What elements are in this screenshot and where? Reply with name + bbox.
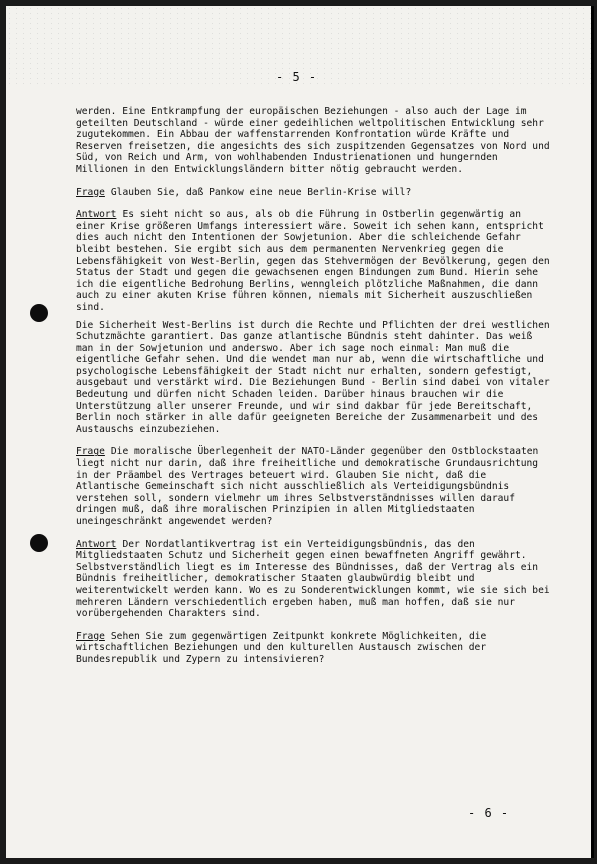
question-text: Sehen Sie zum gegenwärtigen Zeitpunkt konkrete Möglichkeiten, die wirtschaftlichen Beziehungen und den kulturellen Austausch zwischen der Bundesrepublik und Zypern zu intensivieren? bbox=[76, 630, 487, 665]
answer-text: Es sieht nicht so aus, als ob die Führung in Ostberlin gegenwärtig an einer Krise größeren Umfangs interessiert wäre. Soweit ich sehen kann, entspricht dies auch nicht den Intentionen der Sowjetunion. Aber die schleichende Gefahr bleibt bestehen. Sie ergibt sich aus dem permanenten Nervenkrieg gegen die Lebensfähigkeit von West-Berlin, gegen das Stehvermögen der Bevölkerung, gegen den Status der Stadt und gegen die gewachsenen engen Bindungen zum Bund. Hierin sehe ich die eigentliche Bedrohung Berlins, wenngleich plötzliche Maßnahmen, die dann auch zu einer akuten Krise führen können, niemals mit Sicherheit auszuschließen sind. bbox=[76, 209, 550, 313]
answer-text: Der Nordatlantikvertrag ist ein Verteidigungsbündnis, das den Mitgliedstaaten Schutz und Sicherheit gegen einen bewaffneten Angriff gewährt. Selbstverständlich liegt es im Interesse des Bündnisses, daß der Vertrag als ein Bündnis freiheitlicher, demokratischer Staaten glaubwürdig bleibt und weiterentwickelt werden kann. Wo es zu Sonderentwicklungen kommt, wie sie sich bei mehreren Ländern verschiedentlich ergeben haben, muß man hoffen, daß sie nur vorübergehenden Charakters sind. bbox=[76, 538, 550, 620]
answer-label: Antwort bbox=[76, 209, 117, 221]
question-label: Frage bbox=[76, 446, 105, 458]
page-number: - 5 - bbox=[276, 70, 318, 84]
question-3 bbox=[76, 631, 552, 666]
question-1 bbox=[76, 187, 552, 199]
question-2 bbox=[76, 446, 552, 527]
answer-2 bbox=[76, 539, 552, 620]
paragraph-intro: werden. Eine Entkrampfung der europäischen Beziehungen - also auch der Lage im geteilten Deutschland - würde einer gedeihlichen weltpolitischen Entwicklung sehr zugutekommen. Ein Abbau der waffenstarrenden Konfrontation würde Kräfte und Reserven freisetzen, die angesichts des sich zuspitzenden Gegensatzes von Nord und Süd, von Reich und Arm, von wohlhabenden Industrienationen und hungernden Millionen in den Entwicklungsländern bitter nötig gebraucht werden. bbox=[76, 106, 550, 175]
question-label: Frage bbox=[76, 186, 105, 198]
answer-label: Antwort bbox=[76, 538, 117, 550]
question-text: Glauben Sie, daß Pankow eine neue Berlin-Krise will? bbox=[110, 186, 412, 198]
next-page-marker: - 6 - bbox=[468, 806, 510, 820]
document-body bbox=[76, 106, 552, 677]
question-text: Die moralische Überlegenheit der NATO-Länder gegenüber den Ostblockstaaten liegt nicht nur darin, daß ihre freiheitliche und demokratische Grundausrichtung in der Präambel des Vertrages beteuert wird. Glauben Sie nicht, daß die Atlantische Gemeinschaft sich nicht ausschließlich als Verteidigungsbündnis verstehen soll, sondern vielmehr um ihres Selbstverständnisses willen darauf dringen muß, daß ihre moralischen Prinzipien in allen Mitgliedstaaten uneingeschränkt angewendet werden? bbox=[76, 446, 539, 527]
punch-hole bbox=[30, 304, 48, 322]
answer-1 bbox=[76, 209, 552, 313]
question-label: Frage bbox=[76, 630, 105, 642]
answer-1-continued: Die Sicherheit West-Berlins ist durch die Rechte und Pflichten der drei westlichen Schutzmächte garantiert. Das ganze atlantische Bündnis steht dahinter. Das weiß man in der Sowjetunion und anderswo. Aber ich sage noch einmal: Man muß die eigentliche Gefahr sehen. Und die wendet man nur ab, wenn die wirtschaftliche und psychologische Lebensfähigkeit der Stadt nicht nur erhalten, sondern gefestigt, ausgebaut und verstärkt wird. Die Beziehungen Bund - Berlin sind dabei von vitaler Bedeutung und dürfen nicht Schaden leiden. Darüber hinaus brauchen wir die Unterstützung aller unserer Freunde, und wir sind dakbar für jede Bereitschaft, Berlin noch stärker in alle dafür geeigneten Bereiche der Zusammenarbeit und des Austauschs einzubeziehen. bbox=[76, 319, 550, 435]
document-page bbox=[6, 6, 594, 858]
punch-hole bbox=[30, 534, 48, 552]
